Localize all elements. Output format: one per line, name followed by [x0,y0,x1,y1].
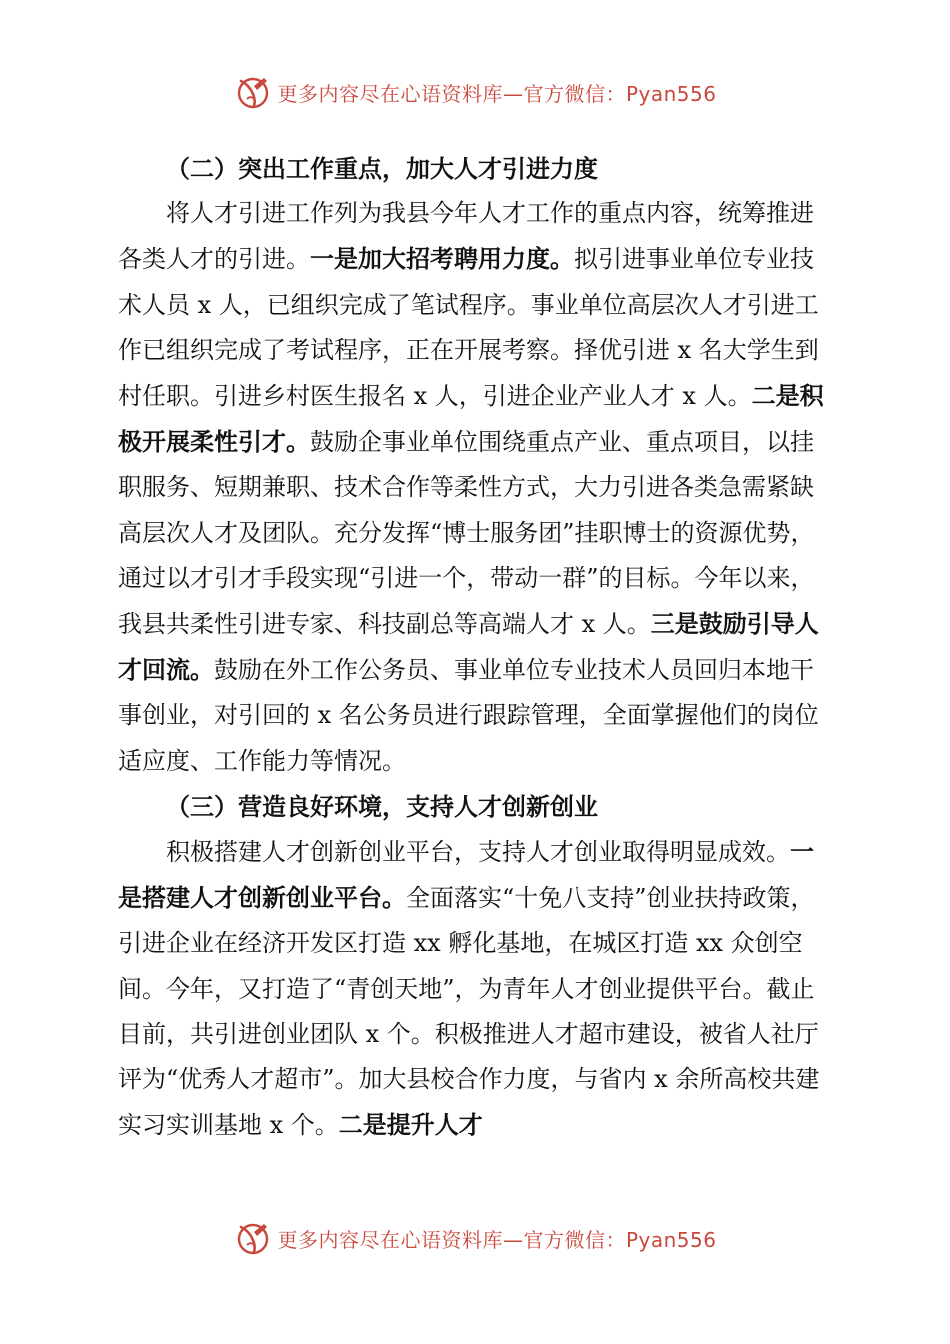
pen-logo-icon [233,72,273,112]
section-heading: （三）营造良好环境，支持人才创新创业 [166,791,598,821]
paragraph-text: 积极搭建人才创新创业平台，支持人才创业取得明显成效。 [166,838,790,867]
paragraph [118,829,830,1148]
watermark-header [0,66,950,118]
watermark-text: 更多内容尽在心语资料库—官方微信：Pyan556 [277,1227,717,1252]
paragraph-text: 全面落实“十免八支持”创业扶持政策，引进企业在经济开发区打造 xx 孵化基地，在城区打造 xx 众创空间。今年，又打造了“青创天地”，为青年人才创业提供平台。截止目前，共引进创业团队 x 个。积极推进人才超市建设，被省人社厅评为“优秀人才超市”。加大县校合作力度，与省内 x 余所高校共建实习实训基地 x 个。 [118,884,820,1140]
paragraph-text: 将人才引进工作列为我县今年人才工作的重点内容，统筹推进各类人才的引进。 [118,199,814,274]
bold-lead: 二是提升人才 [338,1110,483,1140]
bold-lead: 三是鼓励引导人才回流。 [118,609,819,685]
watermark-footer [0,1212,950,1264]
paragraph-text: 鼓励企事业单位围绕重点产业、重点项目，以挂职服务、短期兼职、技术合作等柔性方式，大力引进各类急需紧缺高层次人才及团队。充分发挥“博士服务团”挂职博士的资源优势，通过以才引才手段实现“引进一个，带动一群”的目标。今年以来，我县共柔性引进专家、科技副总等高端人才 x 人。 [118,428,815,639]
bold-lead: 二是积极开展柔性引才。 [118,381,824,457]
document-body [118,146,830,1148]
bold-lead: 一是搭建人才创新创业平台。 [118,837,814,913]
paragraph-text: 鼓励在外工作公务员、事业单位专业技术人员回归本地干事创业，对引回的 x 名公务员进行跟踪管理，全面掌握他们的岗位适应度、工作能力等情况。 [118,656,819,775]
paragraph [118,191,830,784]
watermark-text: 更多内容尽在心语资料库—官方微信：Pyan556 [277,81,717,106]
pen-logo-icon [233,1218,273,1258]
bold-lead: 一是加大招考聘用力度。 [310,244,574,274]
section-heading: （二）突出工作重点，加大人才引进力度 [166,154,598,183]
paragraph-text: 拟引进事业单位专业技术人员 x 人，已组织完成了笔试程序。事业单位高层次人才引进工作已组织完成了考试程序，正在开展考察。择优引进 x 名大学生到村任职。引进乡村医生报名 x 人，引进企业产业人才 x 人。 [118,245,819,411]
